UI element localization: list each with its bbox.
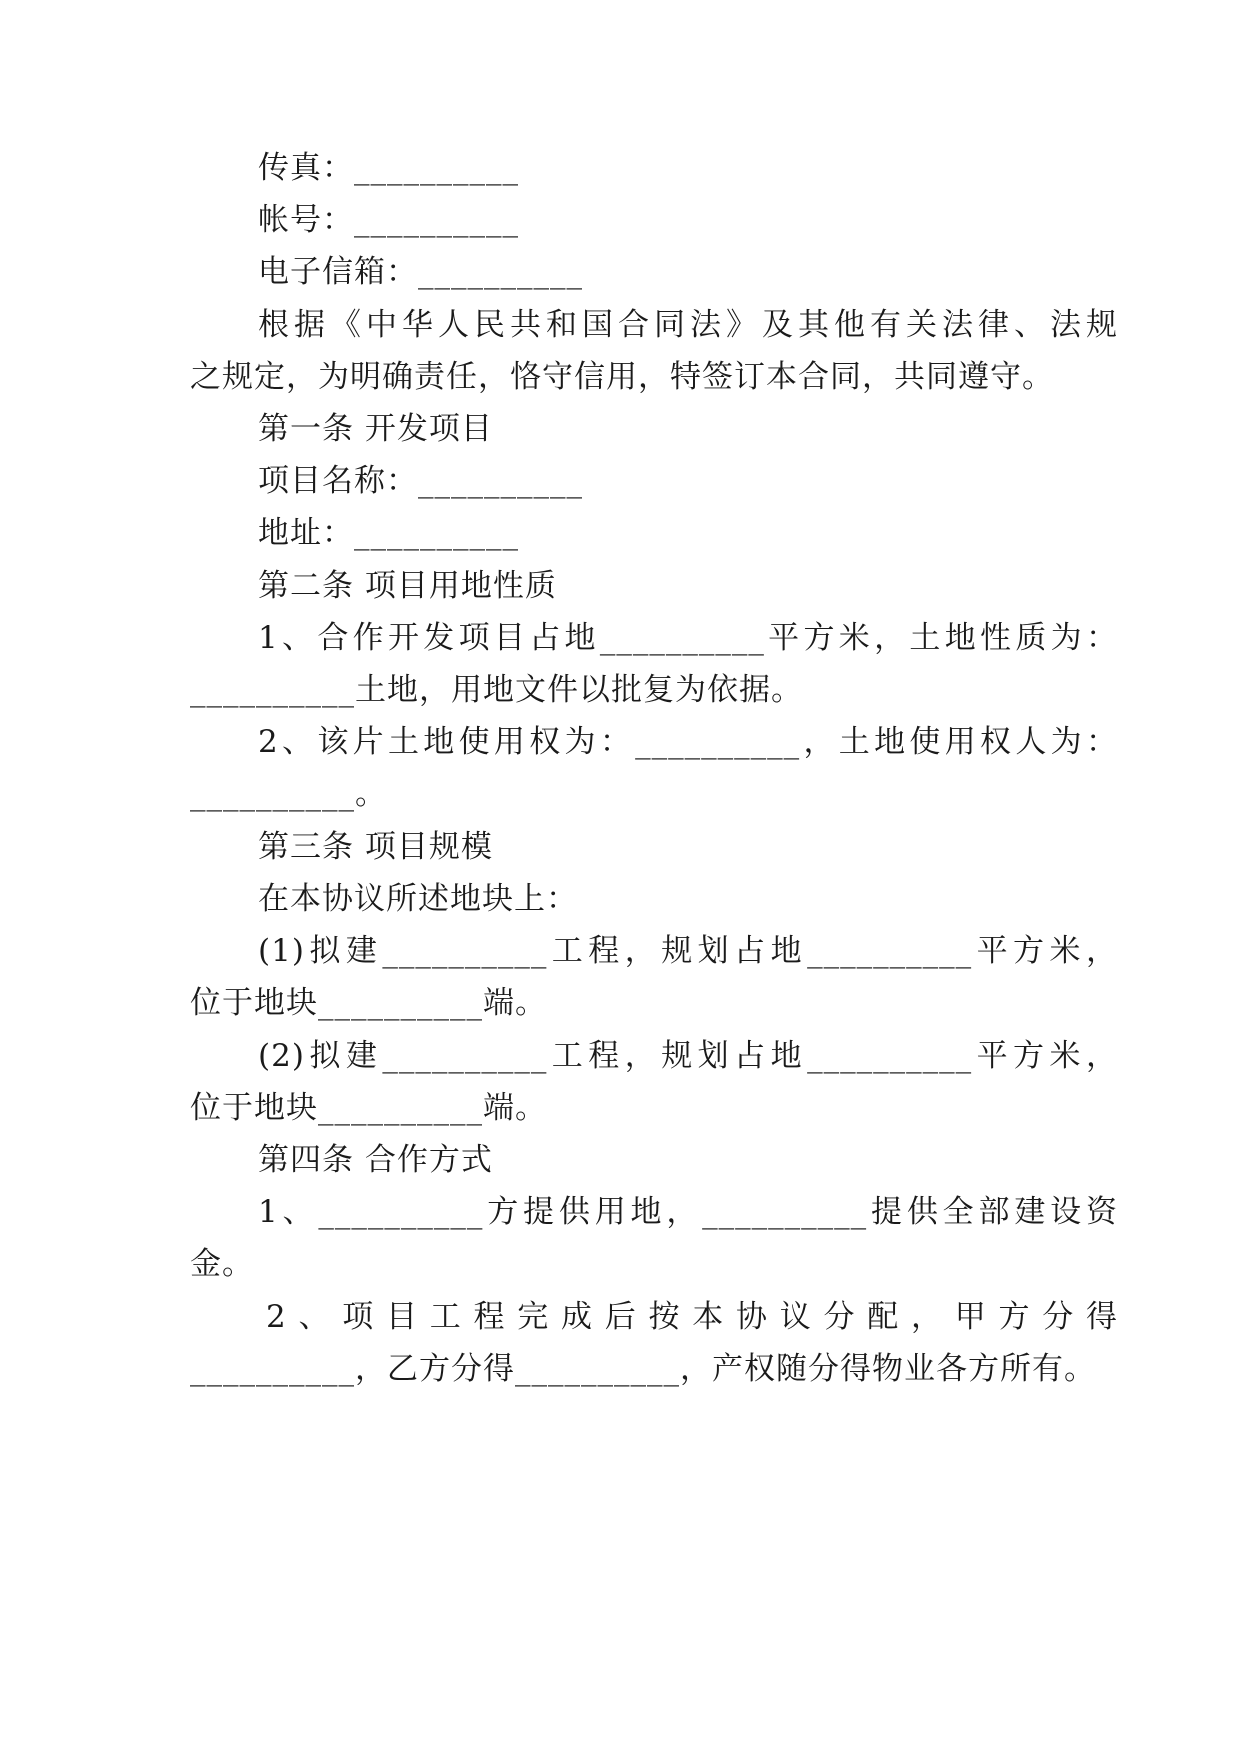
article-4-heading: 第四条 合作方式: [258, 1142, 493, 1178]
article-2-item-2-line-2: __________。: [190, 776, 387, 812]
article-3-item-2-line-2: 位于地块__________端。: [190, 1090, 547, 1126]
article-3-item-2-line-1: (2)拟建__________工程，规划占地__________平方米，: [258, 1038, 1118, 1074]
article-1-heading: 第一条 开发项目: [258, 411, 493, 447]
email-line: 电子信箱：__________: [258, 254, 583, 290]
article-3-heading: 第三条 项目规模: [258, 829, 493, 865]
article-2-item-2-line-1: 2、该片土地使用权为：__________，土地使用权人为：: [258, 724, 1118, 760]
account-line: 帐号：__________: [258, 202, 519, 238]
preamble-line-1: 根据《中华人民共和国合同法》及其他有关法律、法规: [258, 307, 1118, 343]
project-name-line: 项目名称：__________: [258, 463, 583, 499]
article-2-item-1-line-2: __________土地，用地文件以批复为依据。: [190, 672, 803, 708]
article-2-item-1-line-1: 1、合作开发项目占地__________平方米，土地性质为：: [258, 620, 1118, 656]
article-4-item-1-line-2: 金。: [190, 1246, 254, 1282]
fax-line: 传真：__________: [258, 150, 519, 186]
article-2-heading: 第二条 项目用地性质: [258, 568, 557, 604]
article-4-item-1-line-1: 1、__________方提供用地，__________提供全部建设资: [258, 1194, 1118, 1230]
article-3-item-1-line-1: (1)拟建__________工程，规划占地__________平方米，: [258, 933, 1118, 969]
address-line: 地址：__________: [258, 515, 519, 551]
preamble-line-2: 之规定，为明确责任，恪守信用，特签订本合同，共同遵守。: [190, 359, 1054, 395]
article-4-item-2-line-1: 2、项目工程完成后按本协议分配，甲方分得: [266, 1299, 1118, 1335]
article-3-item-1-line-2: 位于地块__________端。: [190, 985, 547, 1021]
article-4-item-2-line-2: __________，乙方分得__________，产权随分得物业各方所有。: [190, 1351, 1096, 1387]
article-3-intro: 在本协议所述地块上：: [258, 881, 578, 917]
